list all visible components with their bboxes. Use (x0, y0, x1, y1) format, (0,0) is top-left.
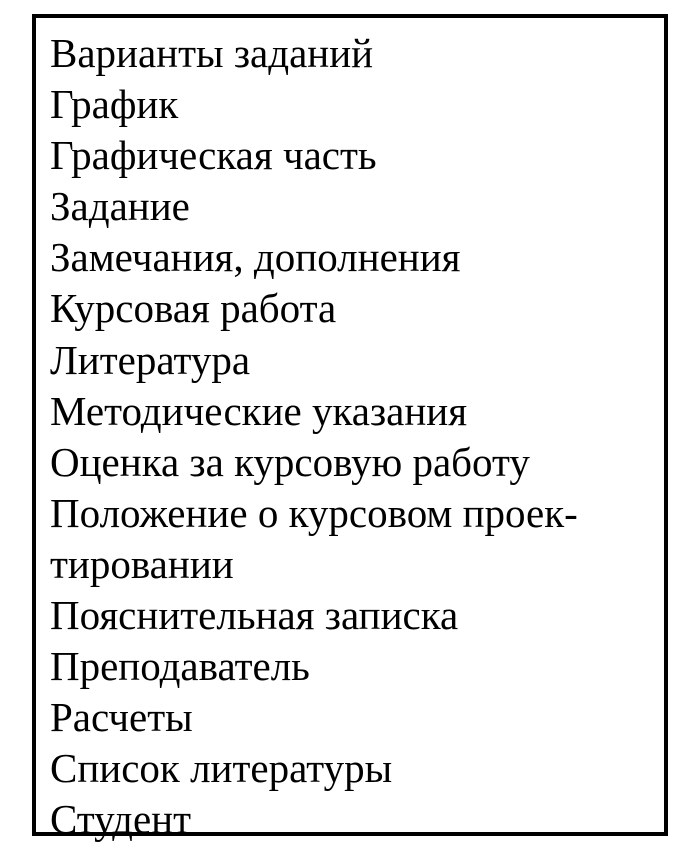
term-item: Расчеты (50, 694, 193, 741)
term-list (50, 28, 650, 846)
term-list-box (32, 14, 668, 843)
term-item: Студент (50, 796, 192, 843)
term-item: Курсовая работа (50, 285, 337, 332)
term-item: Варианты заданий (50, 30, 374, 76)
term-item: Пояснительная записка (50, 592, 459, 639)
term-item: Задание (50, 183, 190, 230)
term-item: Методические указания (50, 387, 468, 434)
term-item: Замечания, дополнения (50, 234, 461, 281)
term-item: Литература (50, 336, 251, 383)
term-item: График (50, 81, 179, 128)
term-item: Положение о курсовом проек- (50, 489, 578, 536)
term-item: Преподаватель (50, 643, 310, 690)
term-item: Оценка за курсовую работу (50, 438, 530, 485)
term-item: Список литературы (50, 745, 393, 792)
term-item: Графическая часть (50, 132, 377, 179)
term-item: тировании (50, 540, 234, 587)
